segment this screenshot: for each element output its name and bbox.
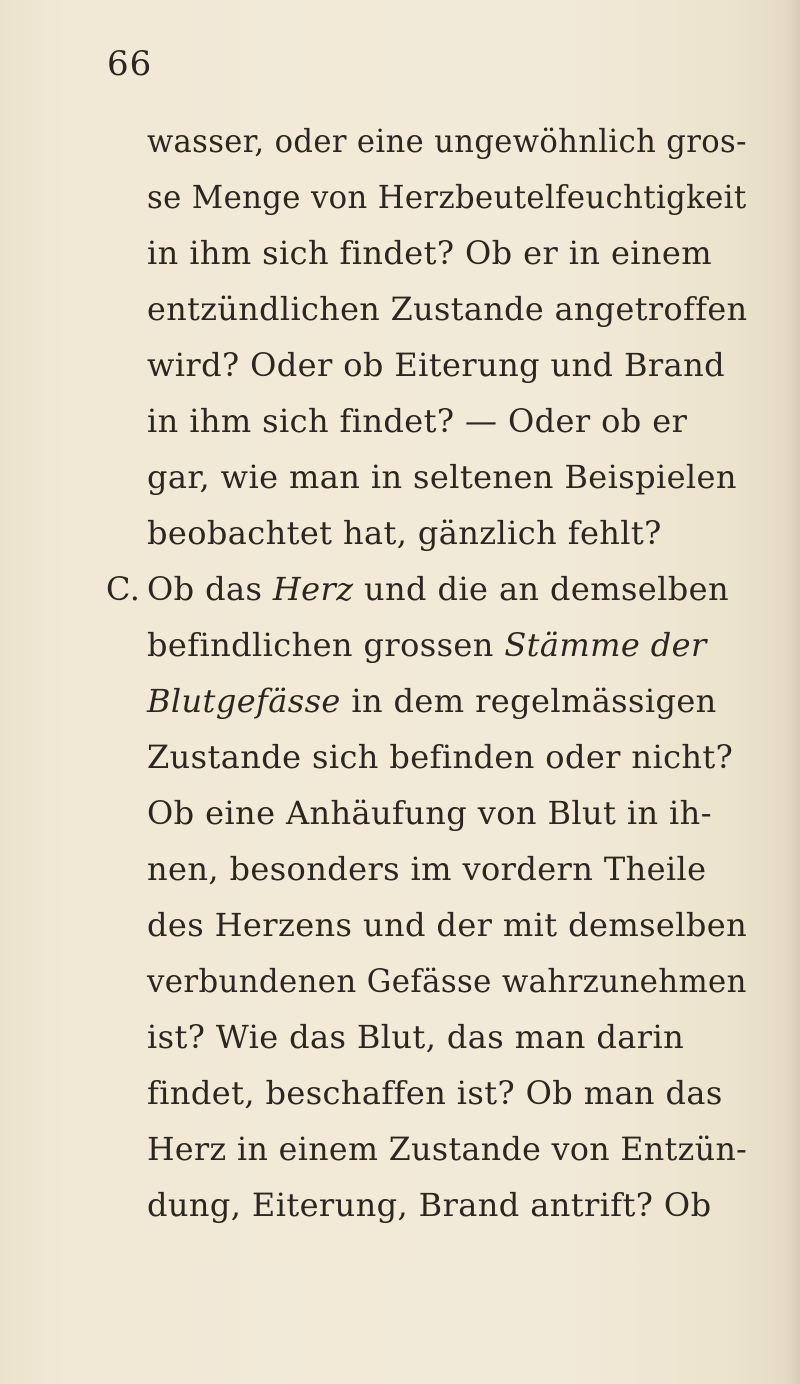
text-line — [147, 174, 747, 220]
text-line — [147, 230, 712, 276]
text-line — [147, 454, 737, 500]
line-text: findet, beschaffen ist? Ob man das — [147, 1074, 723, 1112]
line-text: verbundenen Gefässe wahrzunehmen — [147, 962, 747, 1000]
line-text: beobachtet hat, gänzlich fehlt? — [147, 514, 662, 552]
line-text: Ob das — [147, 570, 273, 608]
italic-term: Stämme der — [504, 626, 707, 664]
line-text: befindlichen grossen — [147, 626, 505, 664]
line-text: gar, wie man in seltenen Beispielen — [147, 458, 737, 496]
line-text: Herz in einem Zustande von Entzün- — [147, 1130, 748, 1168]
line-text: dung, Eiterung, Brand antrift? Ob — [147, 1186, 712, 1224]
text-line — [147, 118, 747, 164]
line-text: Zustande sich befinden oder nicht? — [147, 738, 734, 776]
line-text: Ob eine Anhäufung von Blut in ih- — [147, 794, 712, 832]
text-line — [147, 1126, 747, 1172]
text-line — [147, 846, 707, 892]
text-line — [147, 286, 747, 332]
text-line — [147, 342, 725, 388]
italic-term: Herz — [272, 570, 354, 608]
text-line — [147, 734, 733, 780]
text-line — [147, 902, 747, 948]
line-text: in dem regelmässigen — [340, 682, 717, 720]
line-text: und die an demselben — [353, 570, 729, 608]
line-text: nen, besonders im vordern Theile — [147, 850, 707, 888]
line-text: se Menge von Herzbeutelfeuchtigkeit — [147, 178, 747, 216]
text-line — [147, 790, 712, 836]
page-number: 66 — [107, 44, 153, 84]
text-line — [147, 1014, 684, 1060]
italic-term: Blutgefässe — [147, 682, 341, 720]
page-edge-shadow — [786, 0, 800, 1384]
line-text: entzündlichen Zustande angetroffen — [147, 290, 748, 328]
line-text: wird? Oder ob Eiterung und Brand — [147, 346, 726, 384]
line-text: wasser, oder eine ungewöhnlich gros- — [147, 122, 747, 160]
line-text: des Herzens und der mit demselben — [147, 906, 748, 944]
line-text: ist? Wie das Blut, das man darin — [147, 1018, 685, 1056]
text-line — [147, 1182, 711, 1228]
text-line — [147, 398, 687, 444]
text-line — [147, 622, 707, 668]
text-line — [147, 510, 662, 556]
text-line — [147, 1070, 723, 1116]
line-text: in ihm sich findet? Ob er in einem — [147, 234, 713, 272]
line-text: in ihm sich findet? — Oder ob er — [147, 402, 688, 440]
section-label: C. — [106, 570, 141, 608]
text-line — [147, 958, 747, 1004]
text-line — [147, 678, 717, 724]
text-line-section-c — [106, 566, 729, 612]
